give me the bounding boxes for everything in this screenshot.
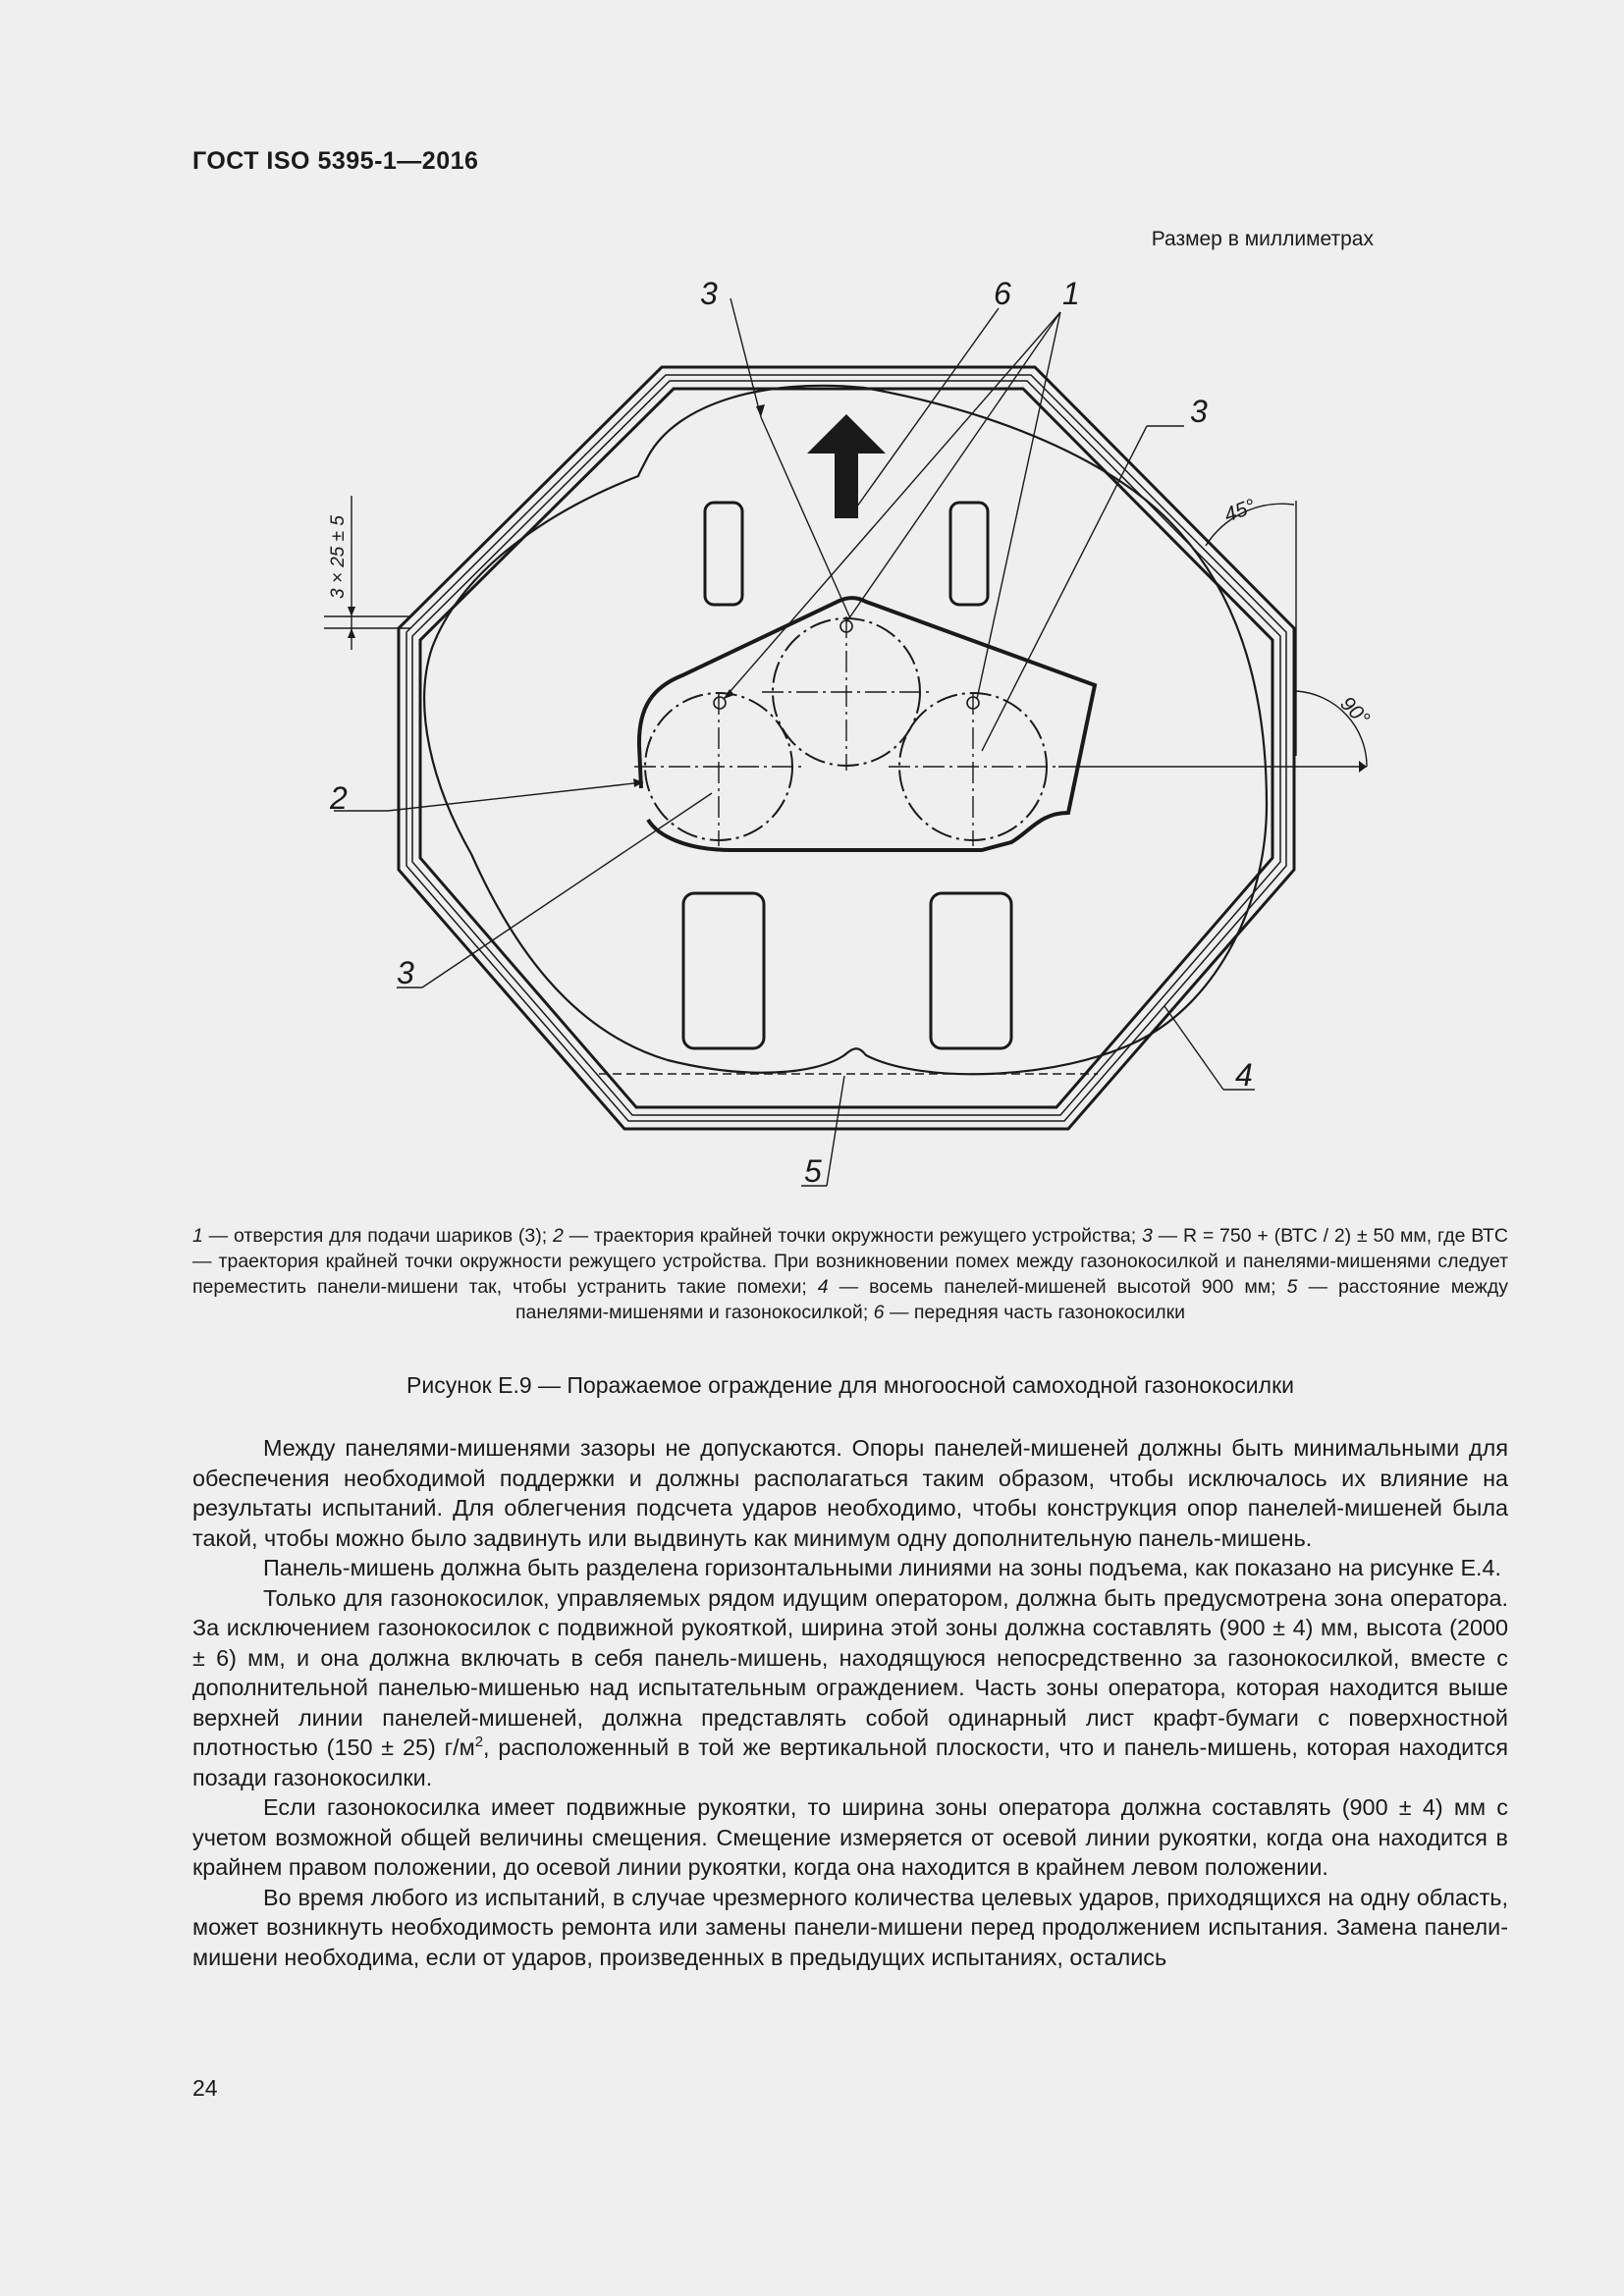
figure-legend [192, 1223, 1508, 1325]
label-6: 6 [994, 276, 1011, 311]
dimension-spacing-label: 3 × 25 ± 5 [328, 515, 349, 599]
legend-item: 5 — расстояние между панелями-мишенями и газонокосилкой; [514, 1276, 1508, 1323]
legend-item: 2 — траектория крайней точки окружности режущего устройства; [552, 1225, 1142, 1247]
paragraph: Панель-мишень должна быть разделена горизонтальными линиями на зоны подъема, как показано на рисунке Е.4. [263, 1555, 1502, 1580]
label-1: 1 [1062, 276, 1080, 311]
angle-45-label: 45° [1220, 495, 1259, 527]
paragraph: Между панелями-мишенями зазоры не допускаются. Опоры панелей-мишеней должны быть минимальными для обеспечения необходимой поддержки и должны располагаться таким образом, чтобы исключалось их влияние на результаты испытаний. Для облегчения подсчета ударов необходимо, чтобы конструкция опор панелей-мишеней была такой, чтобы можно было задвинуть или выдвинуть как минимум одну дополнительную панель-мишень. [192, 1435, 1508, 1551]
label-3-right: 3 [1190, 394, 1208, 429]
label-3-top: 3 [700, 276, 718, 311]
angle-90-label: 90° [1335, 692, 1375, 730]
center-lines [634, 616, 1056, 846]
paragraph: Если газонокосилка имеет подвижные рукоятки, то ширина зоны оператора должна составлять (900 ± 4) мм с учетом возможной общей величины смещения. Смещение измеряется от осевой линии рукоятки, когда она находится в крайнем правом положении, до осевой линии рукоятки, когда она находится в крайнем левом положении. [192, 1794, 1508, 1880]
cutter-deck [639, 598, 1095, 850]
figure-e9 [0, 255, 1624, 1198]
page-number: 24 [192, 2075, 218, 2101]
label-5: 5 [804, 1153, 822, 1189]
label-4: 4 [1235, 1057, 1253, 1093]
paragraph: Во время любого из испытаний, в случае чрезмерного количества целевых ударов, приходящихся на одну область, может возникнуть необходимость ремонта или замены панели-мишени перед продолжением испытания. Замена панели-мишени необходима, если от ударов, произведенных в предыдущих испытаниях, остались [192, 1884, 1508, 1970]
ball-feed-slots [683, 503, 1011, 1048]
figure-caption: Рисунок Е.9 — Поражаемое ограждение для многоосной самоходной газонокосилки [406, 1372, 1294, 1398]
label-3-bottom: 3 [397, 955, 414, 990]
legend-item: 4 — восемь панелей-мишеней высотой 900 мм; [817, 1276, 1287, 1298]
body-text [192, 1433, 1508, 1972]
document-header: ГОСТ ISO 5395-1—2016 [192, 147, 479, 175]
enclosure-diagram [0, 255, 1624, 1198]
paragraph: Только для газонокосилок, управляемых рядом идущим оператором, должна быть предусмотрена зона оператора. За исключением газонокосилок с подвижной рукояткой, ширина этой зоны должна составлять (900 ± 4) мм, высота (2000 ± 6) мм, и она должна включать в себя панель-мишень, находящуюся непосредственно за газонокосилкой, вместе с дополнительной панелью-мишенью над испытательным ограждением. Часть зоны оператора, которая находится выше верхней линии панелей-мишеней, должна представлять собой одинарный лист крафт-бумаги с поверхностной плотностью (150 ± 25) $г/м^2$, расположенный в той же вертикальной плоскости, что и панель-мишень, которая находится позади газонокосилки. [192, 1584, 1508, 1790]
front-arrow [807, 414, 886, 518]
legend-item: 6 — передняя часть газонокосилки [873, 1302, 1186, 1323]
legend-item: 3 — R = 750 + (ВТС / 2) ± 50 мм, где ВТС — траектория крайней точки окружности режущего устройства. При возникновении помех между газонокосилкой и панелями-мишенями следует переместить панели-мишени так, чтобы устранить такие помехи; [192, 1225, 1509, 1298]
legend-item: 1 — отверстия для подачи шариков (3); [192, 1225, 553, 1247]
units-note: Размер в миллиметрах [1151, 228, 1374, 250]
leader-lines [334, 298, 1255, 1186]
label-2: 2 [330, 780, 348, 816]
dimension-lines [324, 496, 1367, 767]
